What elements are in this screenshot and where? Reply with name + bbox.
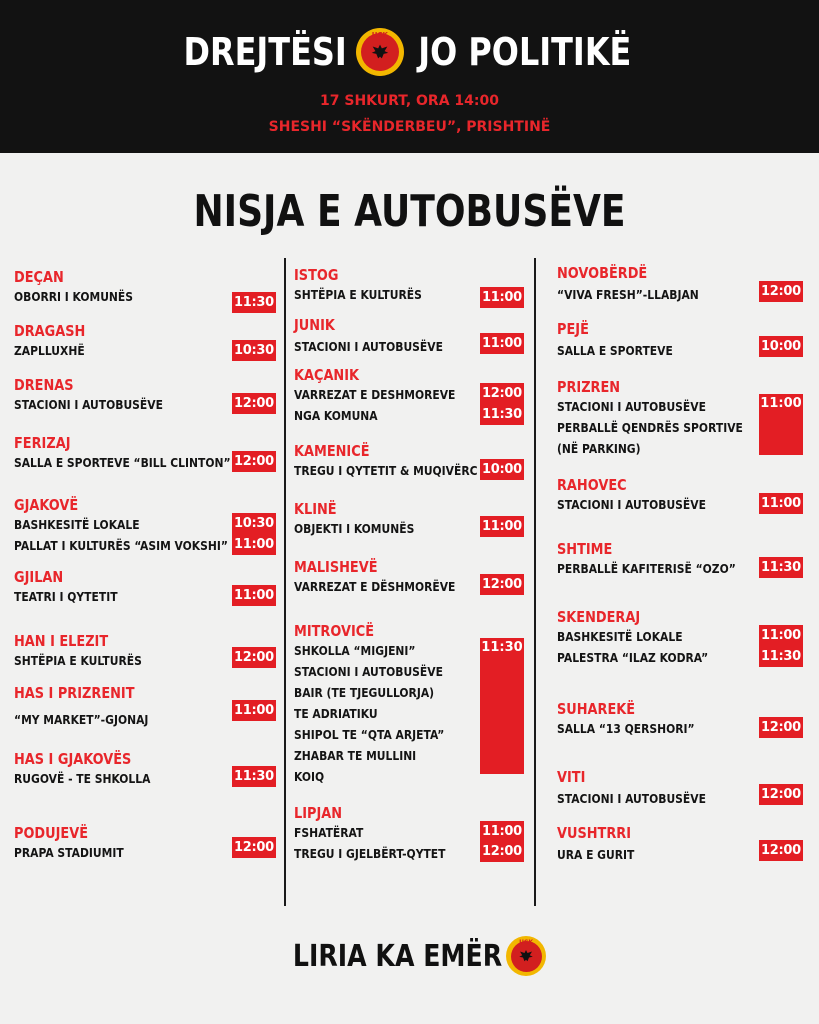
departure-place: PALLAT I KULTURËS “ASIM VOKSHI” xyxy=(14,538,228,553)
departure-place: OBORRI I KOMUNËS xyxy=(14,289,134,304)
departure-time: 11:30 xyxy=(759,557,803,578)
departure-place: NGA KOMUNA xyxy=(294,408,378,423)
departure-place: TREGU I QYTETIT & MUQIVËRC xyxy=(294,463,478,478)
departure-place: SHTËPIA E KULTURËS xyxy=(14,653,142,668)
departure-place: PRAPA STADIUMIT xyxy=(14,845,124,860)
departure-place: SALLA “13 QERSHORI” xyxy=(557,721,695,736)
departure-place: (NË PARKING) xyxy=(557,441,641,456)
departure-place: STACIONI I AUTOBUSËVE xyxy=(557,399,706,414)
city-name: JUNIK xyxy=(294,316,335,334)
schedule-entry xyxy=(294,366,524,426)
schedule-column-2 xyxy=(294,262,524,872)
city-name: PEJË xyxy=(557,320,589,338)
schedule-entry xyxy=(557,608,803,668)
footer-slogan xyxy=(0,936,819,976)
city-name: HAN I ELEZIT xyxy=(14,632,109,650)
departure-time: 11:30 xyxy=(480,404,524,425)
departure-time: 12:00 xyxy=(759,840,803,861)
city-name: HAS I GJAKOVËS xyxy=(14,750,132,768)
departure-place: PALESTRA “ILAZ KODRA” xyxy=(557,650,709,665)
schedule-entry xyxy=(294,316,524,357)
departure-time: 12:00 xyxy=(232,451,276,472)
departure-place: TEATRI I QYTETIT xyxy=(14,589,118,604)
departure-time: 12:00 xyxy=(480,841,524,862)
schedule-column-3 xyxy=(557,262,803,872)
departure-place: BAIR (TE TJEGULLORJA) xyxy=(294,685,435,700)
city-name: NOVOBËRDË xyxy=(557,264,648,282)
schedule-entry xyxy=(14,568,276,607)
city-name: RAHOVEC xyxy=(557,476,627,494)
departure-time: 12:00 xyxy=(232,647,276,668)
schedule-entry xyxy=(557,264,803,305)
departure-time: 10:00 xyxy=(759,336,803,357)
header-banner xyxy=(0,0,819,153)
departure-place: “MY MARKET”-GJONAJ xyxy=(14,712,149,727)
city-name: DRAGASH xyxy=(14,322,86,340)
departure-time: 12:00 xyxy=(480,383,524,404)
city-name: MALISHEVË xyxy=(294,558,378,576)
city-name: FERIZAJ xyxy=(14,434,71,452)
departure-time: 12:00 xyxy=(480,574,524,595)
schedule-entry xyxy=(14,434,276,473)
city-name: GJAKOVË xyxy=(14,496,79,514)
schedule-entry xyxy=(14,684,276,730)
emblem-text: UÇK xyxy=(371,31,388,39)
schedule-entry xyxy=(14,632,276,671)
city-name: DEÇAN xyxy=(14,268,64,286)
city-name: VITI xyxy=(557,768,586,786)
departure-time: 10:00 xyxy=(480,459,524,480)
departure-time: 11:00 xyxy=(232,585,276,606)
schedule-entry xyxy=(14,268,276,310)
departure-time: 11:00 xyxy=(759,394,803,455)
departure-time: 11:00 xyxy=(480,516,524,537)
event-location: SHESHI “SKËNDERBEU”, PRISHTINË xyxy=(268,119,551,135)
event-date: 17 SHKURT, ORA 14:00 xyxy=(320,93,499,109)
uck-emblem-icon xyxy=(356,28,404,76)
departure-place: PERBALLË KAFITERISË “OZO” xyxy=(557,561,736,576)
column-divider xyxy=(284,258,286,906)
departure-time: 11:00 xyxy=(480,333,524,354)
departure-time: 11:00 xyxy=(759,493,803,514)
column-divider xyxy=(534,258,536,906)
departure-time: 11:00 xyxy=(759,625,803,646)
departure-place: SHKOLLA “MIGJENI” xyxy=(294,643,416,658)
eagle-icon xyxy=(369,41,391,63)
departure-place: SHTËPIA E KULTURËS xyxy=(294,287,422,302)
city-name: KAÇANIK xyxy=(294,366,360,384)
departure-place: TREGU I GJELBËRT-QYTET xyxy=(294,846,446,861)
city-name: KAMENICË xyxy=(294,442,370,460)
departure-place: STACIONI I AUTOBUSËVE xyxy=(294,664,443,679)
title-left: DREJTËSI xyxy=(183,30,347,74)
departure-time: 11:00 xyxy=(232,700,276,721)
schedule-entry xyxy=(14,322,276,361)
departure-place: BASHKESITË LOKALE xyxy=(557,629,683,644)
departure-place: SALLA E SPORTEVE “BILL CLINTON” xyxy=(14,455,231,470)
departure-place: TE ADRIATIKU xyxy=(294,706,378,721)
schedule-entry xyxy=(294,266,524,305)
schedule-entry xyxy=(14,496,276,556)
departure-time: 11:00 xyxy=(480,821,524,842)
schedule-entry xyxy=(14,824,276,863)
uck-emblem-icon xyxy=(506,936,546,976)
departure-time: 11:30 xyxy=(759,646,803,667)
city-name: SKENDERAJ xyxy=(557,608,641,626)
section-title: NISJA E AUTOBUSËVE xyxy=(193,186,626,237)
city-name: MITROVICË xyxy=(294,622,375,640)
city-name: SHTIME xyxy=(557,540,613,558)
departure-place: STACIONI I AUTOBUSËVE xyxy=(557,497,706,512)
city-name: HAS I PRIZRENIT xyxy=(14,684,135,702)
departure-time: 12:00 xyxy=(759,784,803,805)
departure-place: VARREZAT E DESHMOREVE xyxy=(294,387,456,402)
city-name: PODUJEVË xyxy=(14,824,89,842)
schedule-entry xyxy=(557,378,803,459)
departure-time: 11:30 xyxy=(232,766,276,787)
schedule-entry xyxy=(294,500,524,539)
city-name: PRIZREN xyxy=(557,378,621,396)
city-name: KLINË xyxy=(294,500,337,518)
emblem-text: UÇK xyxy=(519,939,533,946)
departure-time: 12:00 xyxy=(232,837,276,858)
departure-time: 12:00 xyxy=(759,717,803,738)
departure-time: 11:00 xyxy=(232,534,276,555)
city-name: VUSHTRRI xyxy=(557,824,632,842)
departure-place: PERBALLË QENDRËS SPORTIVE xyxy=(557,420,743,435)
eagle-icon xyxy=(517,947,535,965)
schedule-entry xyxy=(294,442,524,481)
departure-place: “VIVA FRESH”-LLABJAN xyxy=(557,287,699,302)
slogan-text: LIRIA KA EMËR xyxy=(292,938,503,974)
schedule-entry xyxy=(14,376,276,415)
departure-time: 12:00 xyxy=(759,281,803,302)
schedule-entry xyxy=(557,540,803,579)
departure-place: SALLA E SPORTEVE xyxy=(557,343,673,358)
departure-place: FSHATËRAT xyxy=(294,825,364,840)
title-row xyxy=(0,28,819,76)
schedule-entry xyxy=(294,622,524,787)
departure-place: OBJEKTI I KOMUNËS xyxy=(294,521,415,536)
departure-time: 11:30 xyxy=(480,638,524,774)
schedule-entry xyxy=(557,768,803,809)
departure-time: 10:30 xyxy=(232,513,276,534)
schedule-entry xyxy=(294,804,524,864)
schedule-column-1 xyxy=(14,262,276,872)
city-name: DRENAS xyxy=(14,376,74,394)
departure-place: KOIQ xyxy=(294,769,325,784)
departure-time: 11:00 xyxy=(480,287,524,308)
departure-place: STACIONI I AUTOBUSËVE xyxy=(14,397,163,412)
schedule-entry xyxy=(14,750,276,789)
schedule-entry xyxy=(557,476,803,515)
departure-place: ZAPLLUXHË xyxy=(14,343,85,358)
departure-place: URA E GURIT xyxy=(557,847,635,862)
schedule-entry xyxy=(294,558,524,597)
city-name: SUHAREKË xyxy=(557,700,636,718)
schedule-entry xyxy=(557,320,803,361)
departure-place: ZHABAR TE MULLINI xyxy=(294,748,417,763)
departure-place: BASHKESITË LOKALE xyxy=(14,517,140,532)
departure-time: 12:00 xyxy=(232,393,276,414)
departure-place: STACIONI I AUTOBUSËVE xyxy=(557,791,706,806)
departure-place: SHIPOL TE “QTA ARJETA” xyxy=(294,727,445,742)
schedule-entry xyxy=(557,824,803,865)
departure-place: VARREZAT E DËSHMORËVE xyxy=(294,579,456,594)
departure-place: STACIONI I AUTOBUSËVE xyxy=(294,339,443,354)
city-name: GJILAN xyxy=(14,568,64,586)
departure-place: RUGOVË - TE SHKOLLA xyxy=(14,771,151,786)
title-right: JO POLITIKË xyxy=(418,30,632,74)
city-name: ISTOG xyxy=(294,266,339,284)
departure-time: 10:30 xyxy=(232,340,276,361)
schedule-entry xyxy=(557,700,803,739)
departure-time: 11:30 xyxy=(232,292,276,313)
city-name: LIPJAN xyxy=(294,804,343,822)
